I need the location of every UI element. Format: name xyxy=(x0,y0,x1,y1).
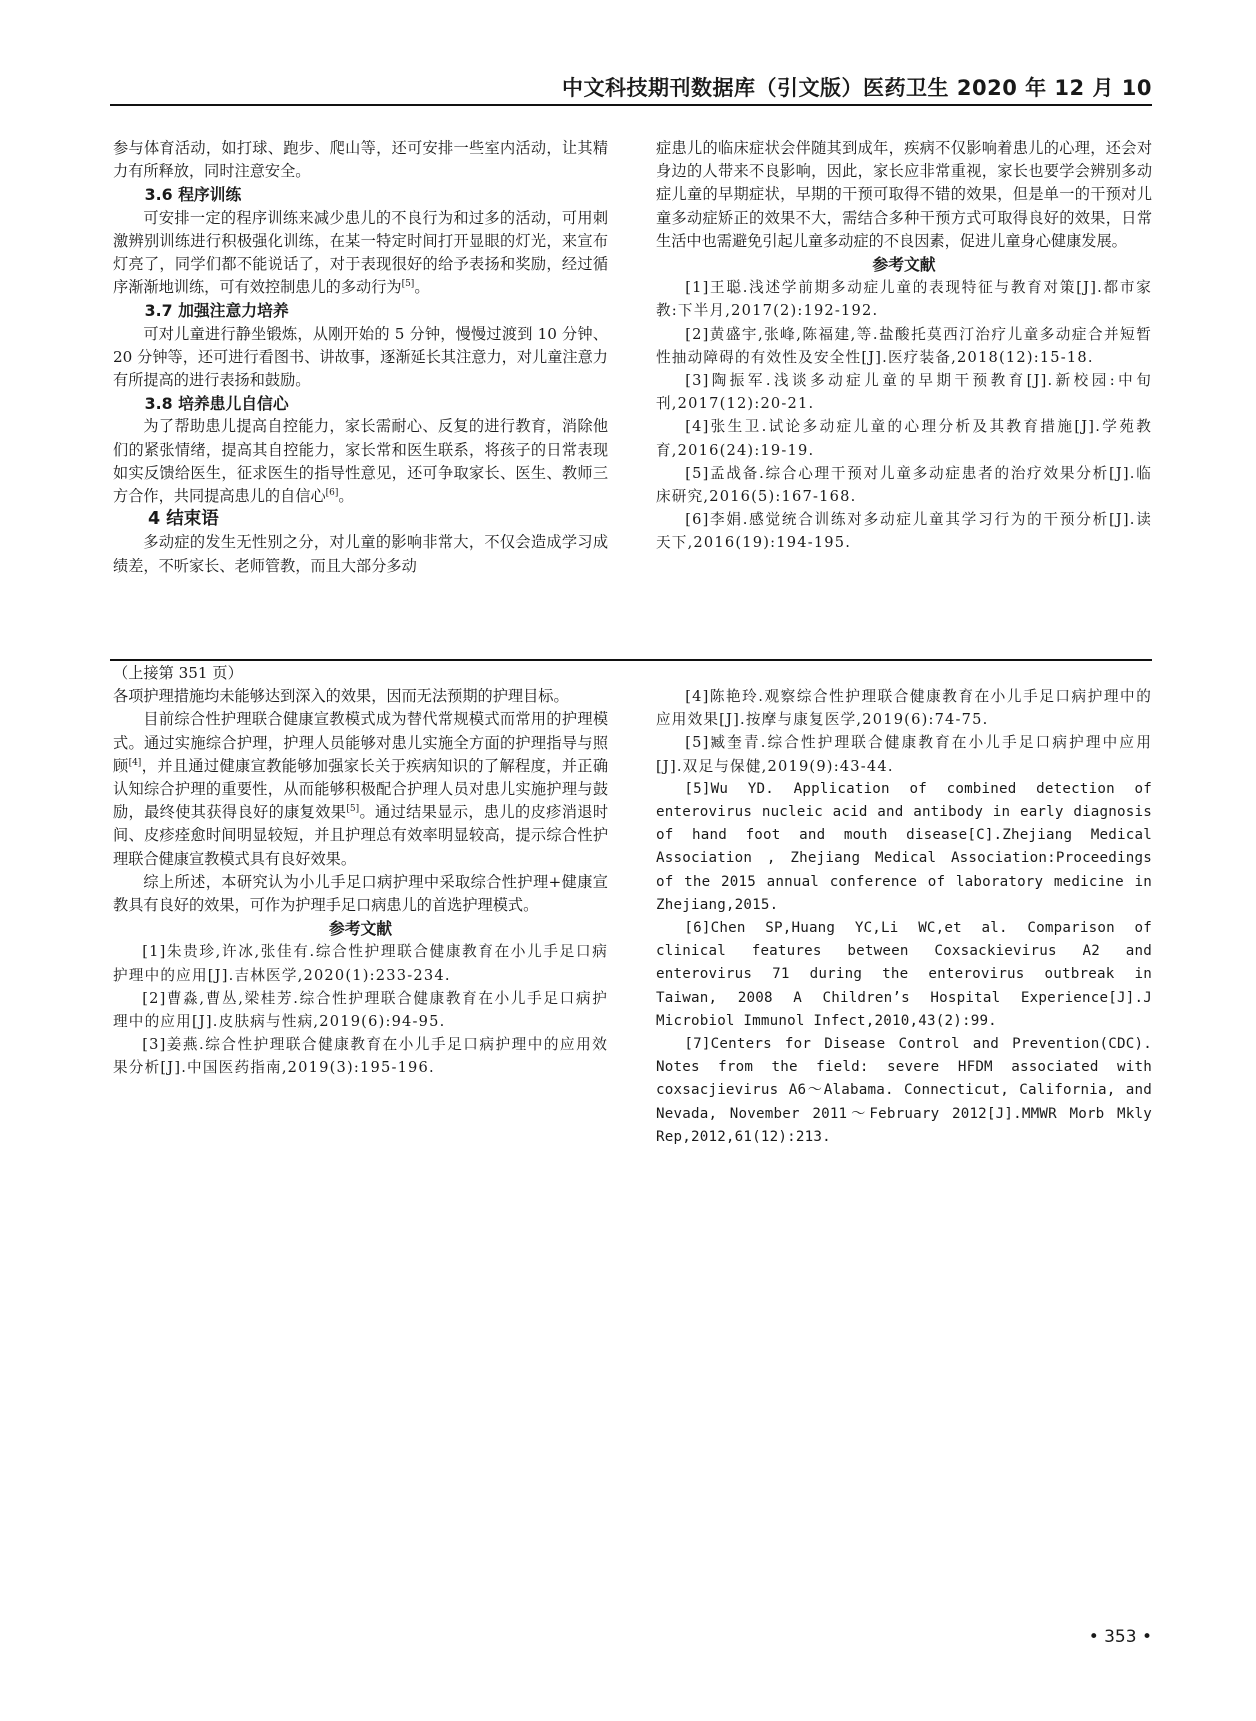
paragraph: 目前综合性护理联合健康宣教模式成为替代常规模式而常用的护理模式。通过实施综合护理，护理人员能够对患儿实施全方面的护理指导与照顾[4]，并且通过健康宣教能够加强家长关于疾病知识的了解程度，并正确认知综合护理的重要性，从而能够积极配合护理人员对患儿实施护理与鼓励，最终使其获得良好的康复效果[5]。通过结果显示，患儿的皮疹消退时间、皮疹痊愈时间明显较短，并且护理总有效率明显较高，提示综合性护理联合健康宣教模式具有良好效果。 xyxy=(113,710,609,868)
header-rule xyxy=(110,104,1152,106)
paragraph: 多动症的发生无性别之分，对儿童的影响非常大，不仅会造成学习成绩差，不听家长、老师管教，而且大部分多动 xyxy=(113,533,608,575)
paragraph: 综上所述，本研究认为小儿手足口病护理中采取综合性护理+健康宣教具有良好的效果，可作为护理手足口病患儿的首选护理模式。 xyxy=(113,872,608,915)
bottom-right-column xyxy=(656,685,1152,1149)
reference-item: [5]Wu YD. Application of combined detection of enterovirus nucleic acid and antibody in early diagnosis of hand foot and mouth disease[C].Zhejiang Medical Association , Zhejiang Medical Association:Proceedings of the 2015 annual conference of laboratory medicine in Zhejiang,2015. xyxy=(656,780,1152,913)
section-heading-3-6: 3.6 程序训练 xyxy=(144,185,242,205)
paragraph: 参与体育活动，如打球、跑步、爬山等，还可安排一些室内活动，让其精力有所释放，同时注意安全。 xyxy=(113,139,608,181)
reference-item: [4]张生卫.试论多动症儿童的心理分析及其教育措施[J].学苑教育,2016(24):19-19. xyxy=(656,418,1152,459)
paragraph: 症患儿的临床症状会伴随其到成年，疾病不仅影响着患儿的心理，还会对身边的人带来不良影响，因此，家长应非常重视，家长也要学会辨别多动症儿童的早期症状，早期的干预可取得不错的效果，但是单一的干预对儿童多动症矫正的效果不大，需结合多种干预方式可取得良好的效果，日常生活中也需避免引起儿童多动症的不良因素，促进儿童身心健康发展。 xyxy=(656,139,1152,250)
citation-ref: [6] xyxy=(325,488,339,499)
reference-item: [7]Centers for Disease Control and Prevention(CDC). Notes from the field: severe HFDM associated with coxsacjievirus A6～Alabama. Connecticut, California, and Nevada, November 2011～February 2012[J].MMWR Morb Mkly Rep,2012,61(12):213. xyxy=(656,1036,1152,1145)
citation-ref: [5] xyxy=(401,279,415,290)
paragraph: 为了帮助患儿提高自控能力，家长需耐心、反复的进行教育，消除他们的紧张情绪，提高其自控能力，家长常和医生联系，将孩子的日常表现如实反馈给医生，征求医生的指导性意见，还可争取家长、医生、教师三方合作，共同提高患儿的自信心[6]。 xyxy=(113,417,608,506)
top-left-column xyxy=(113,137,608,578)
reference-item: [6]李娟.感觉统合训练对多动症儿童其学习行为的干预分析[J].读天下,2016(19):194-195. xyxy=(656,511,1152,552)
references-title: 参考文献 xyxy=(872,255,936,275)
reference-item: [3]陶振军.浅谈多动症儿童的早期干预教育[J].新校园:中旬刊,2017(12):20-21. xyxy=(656,372,1152,413)
reference-item: [5]孟战备.综合心理干预对儿童多动症患者的治疗效果分析[J].临床研究,2016(5):167-168. xyxy=(656,464,1152,506)
section-heading-3-8: 3.8 培养患儿自信心 xyxy=(144,394,289,414)
reference-item: [2]曹淼,曹丛,梁桂芳.综合性护理联合健康教育在小儿手足口病护理中的应用[J].皮肤病与性病,2019(6):94-95. xyxy=(113,989,608,1031)
paragraph: 可安排一定的程序训练来减少患儿的不良行为和过多的活动，可用刺激辨别训练进行积极强化训练，在某一特定时间打开显眼的灯光，来宣布灯亮了，同学们都不能说话了，对于表现很好的给予表扬和奖励，经过循序渐渐地训练，可有效控制患儿的多动行为[5]。 xyxy=(113,208,608,297)
reference-item: [6]Chen SP,Huang YC,Li WC,et al. Comparison of clinical features between Coxsackievirus A2 and enterovirus 71 during the enterovirus outbreak in Taiwan, 2008 A Children’s Hospital Experience[J].J Microbiol Immunol Infect,2010,43(2):99. xyxy=(656,920,1152,1029)
reference-item: [1]朱贵珍,许冰,张佳有.综合性护理联合健康教育在小儿手足口病护理中的应用[J].吉林医学,2020(1):233-234. xyxy=(113,943,608,984)
article-divider xyxy=(110,659,1152,661)
citation-ref: [4] xyxy=(128,757,142,768)
reference-item: [1]王聪.浅述学前期多动症儿童的表现特征与教育对策[J].都市家教:下半月,2017(2):192-192. xyxy=(656,279,1152,320)
page-number: • 353 • xyxy=(1088,1627,1152,1647)
paragraph: 可对儿童进行静坐锻炼，从刚开始的 5 分钟，慢慢过渡到 10 分钟、20 分钟等，还可进行看图书、讲故事，逐渐延长其注意力，对儿童注意力有所提高的进行表扬和鼓励。 xyxy=(113,324,608,390)
section-heading-4: 4 结束语 xyxy=(148,509,219,530)
reference-item: [4]陈艳玲.观察综合性护理联合健康教育在小儿手足口病护理中的应用效果[J].按摩与康复医学,2019(6):74-75. xyxy=(656,688,1152,729)
top-right-column xyxy=(656,137,1152,555)
journal-header: 中文科技期刊数据库（引文版）医药卫生 2020 年 12 月 10 xyxy=(562,76,1152,100)
reference-item: [2]黄盛宇,张峰,陈福建,等.盐酸托莫西汀治疗儿童多动症合并短暂性抽动障碍的有效性及安全性[J].医疗装备,2018(12):15-18. xyxy=(656,325,1152,366)
references-title: 参考文献 xyxy=(328,919,393,939)
section-heading-3-7: 3.7 加强注意力培养 xyxy=(144,301,289,321)
reference-item: [3]姜燕.综合性护理联合健康教育在小儿手足口病护理中的应用效果分析[J].中国医药指南,2019(3):195-196. xyxy=(113,1036,608,1077)
continued-note: （上接第 351 页） xyxy=(113,664,243,682)
reference-item: [5]臧奎青.综合性护理联合健康教育在小儿手足口病护理中应用[J].双足与保健,2019(9):43-44. xyxy=(656,734,1152,775)
paragraph: 各项护理措施均未能够达到深入的效果，因而无法预期的护理目标。 xyxy=(113,687,569,706)
citation-ref: [5] xyxy=(346,804,360,815)
bottom-left-column xyxy=(113,662,608,1080)
